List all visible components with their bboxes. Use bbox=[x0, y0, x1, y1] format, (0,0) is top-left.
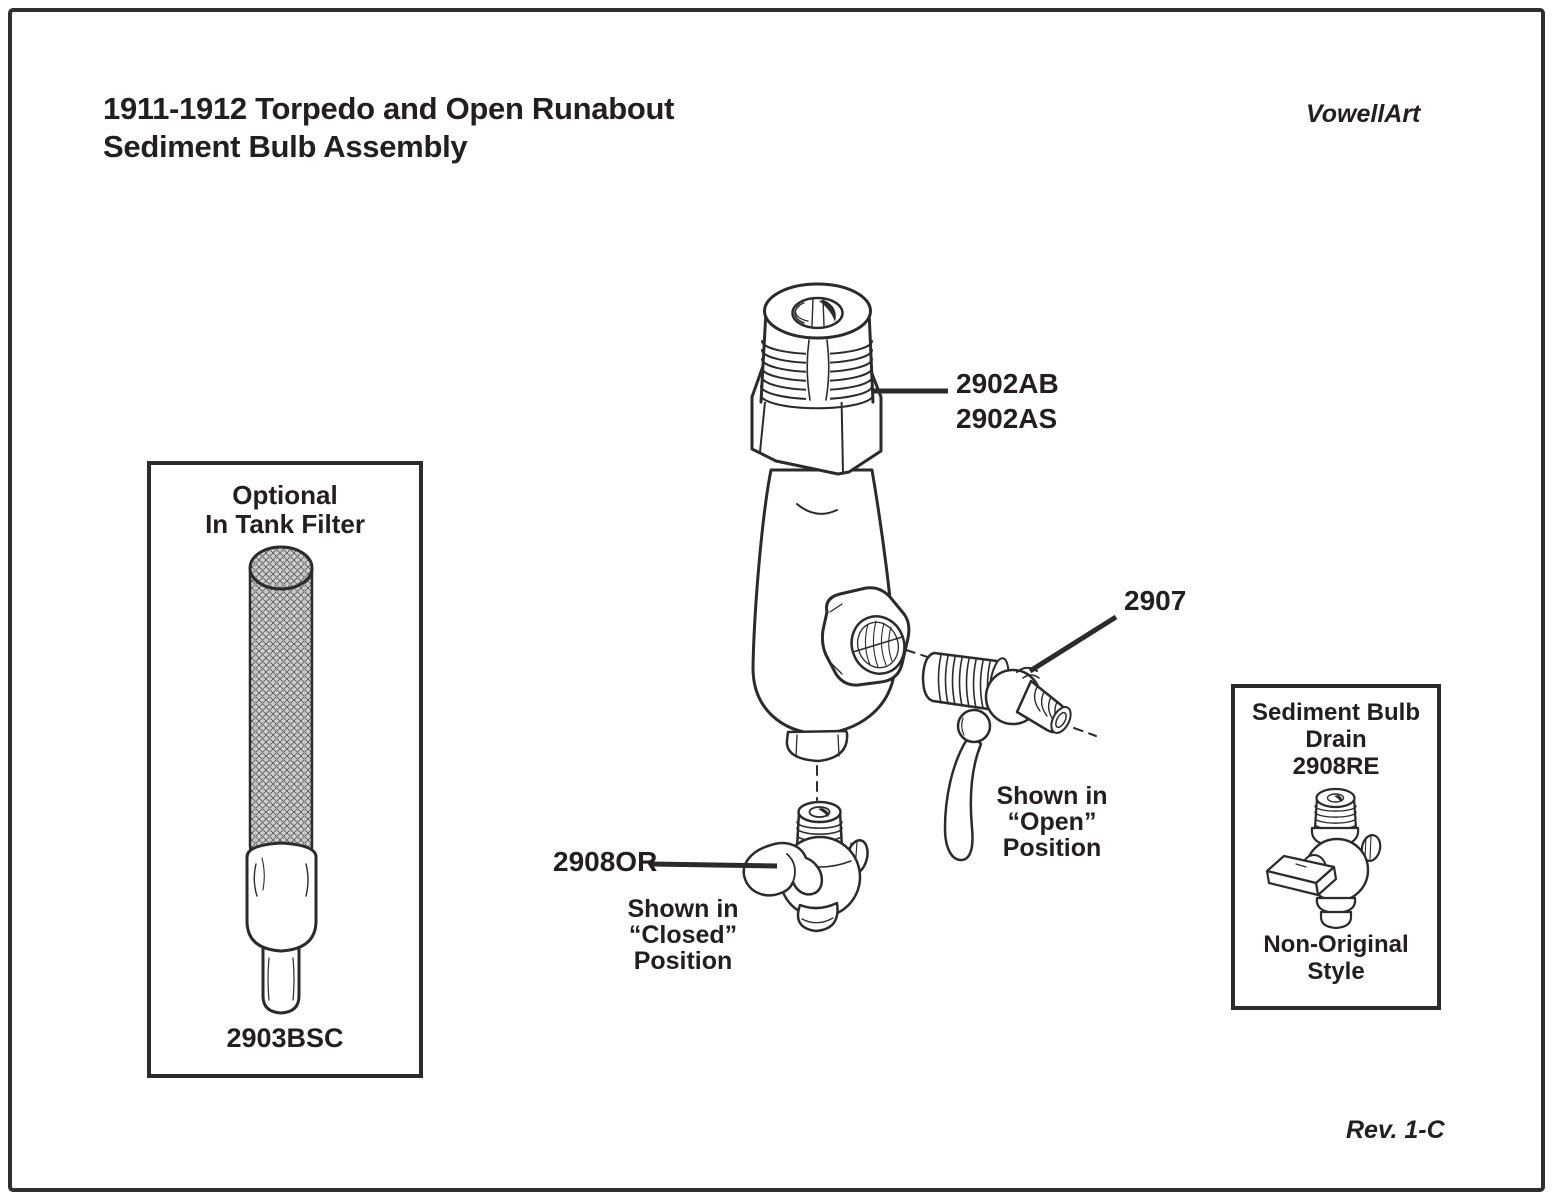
part-label-2907: 2907 bbox=[1124, 585, 1187, 616]
page-title bbox=[103, 90, 674, 166]
closed-caption-line3: Position bbox=[633, 947, 733, 975]
drain-footer-line2: Style bbox=[1307, 958, 1365, 985]
drain-footer-line1: Non-Original bbox=[1263, 931, 1409, 958]
leader-line-2908or bbox=[651, 864, 777, 866]
part-number-2903bsc: 2903BSC bbox=[226, 1023, 344, 1053]
part-label-2902ab: 2902AB bbox=[956, 368, 1059, 399]
part-label-2902 bbox=[956, 366, 1059, 436]
open-caption-line3: Position bbox=[1002, 834, 1102, 862]
revision-label: Rev. 1-C bbox=[1346, 1116, 1445, 1144]
filter-heading-line2: In Tank Filter bbox=[205, 509, 365, 539]
dashed-line-outlet bbox=[1074, 728, 1096, 736]
part-label-2908or: 2908OR bbox=[553, 846, 658, 877]
in-tank-filter-box bbox=[147, 461, 423, 1078]
drain-heading-line2: Drain bbox=[1305, 726, 1367, 753]
closed-position-caption bbox=[558, 896, 808, 974]
drain-box-footer bbox=[1231, 931, 1441, 985]
open-caption-line2: “Open” bbox=[1007, 808, 1097, 836]
artist-watermark: VowellArt bbox=[1306, 100, 1421, 128]
filter-box-heading bbox=[147, 481, 423, 539]
leader-line-2907 bbox=[1030, 617, 1116, 671]
drain-heading-line3: 2908RE bbox=[1292, 753, 1380, 780]
drain-heading-line1: Sediment Bulb bbox=[1251, 699, 1420, 726]
sediment-bulb-drawing bbox=[752, 284, 934, 800]
closed-caption-line1: Shown in bbox=[627, 895, 739, 923]
open-position-caption bbox=[927, 783, 1177, 861]
part-label-2902as: 2902AS bbox=[956, 403, 1058, 434]
drain-box-heading bbox=[1231, 699, 1441, 780]
page-title-line1: 1911-1912 Torpedo and Open Runabout bbox=[103, 91, 675, 126]
page-title-line2: Sediment Bulb Assembly bbox=[103, 129, 468, 164]
filter-heading-line1: Optional bbox=[232, 480, 338, 510]
open-caption-line1: Shown in bbox=[996, 782, 1108, 810]
closed-caption-line2: “Closed” bbox=[628, 921, 738, 949]
